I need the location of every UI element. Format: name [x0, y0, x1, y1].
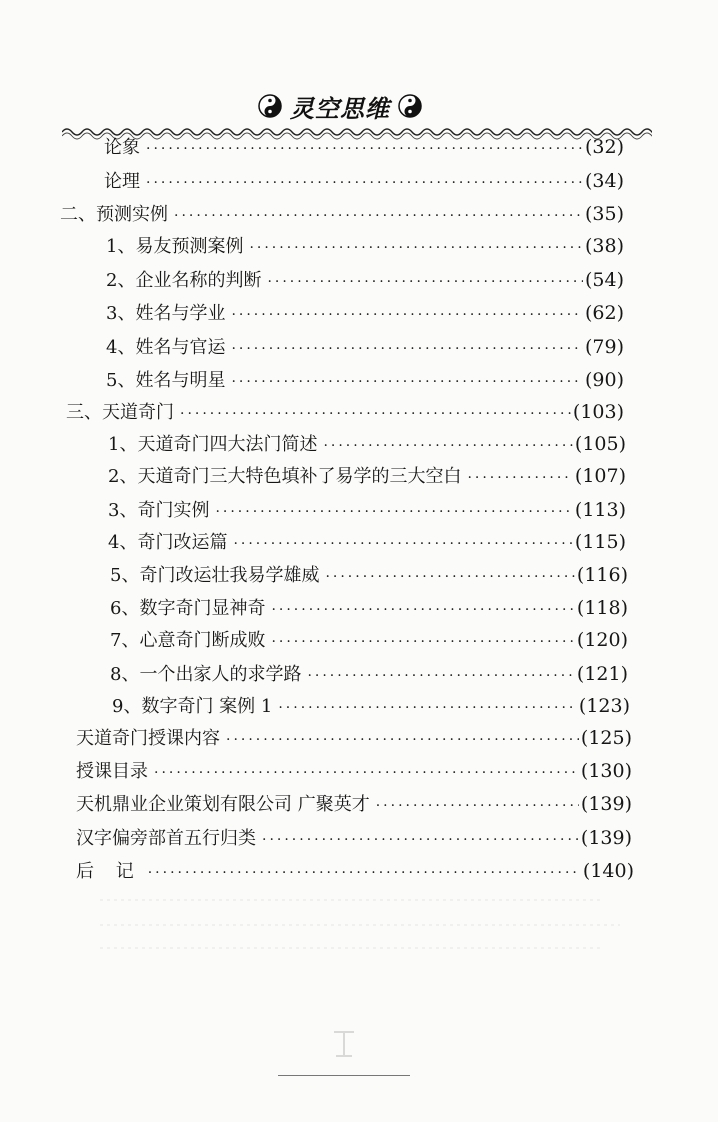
toc-entry-page: (32) [584, 136, 624, 158]
toc-entry [106, 366, 624, 392]
toc-section-heading [66, 398, 624, 424]
toc-entry [110, 626, 628, 652]
faint-page-mark [330, 1024, 358, 1064]
toc-entry-title: 汉字偏旁部首五行归类 [76, 828, 256, 849]
toc-leader-dots [325, 568, 574, 586]
toc-leader-dots [262, 831, 579, 849]
toc-leader-dots [467, 469, 572, 487]
toc-entry-title: 8、一个出家人的求学路 [110, 664, 302, 685]
toc-entry [108, 496, 626, 522]
toc-entry-page: (125) [580, 727, 632, 749]
toc-entry [106, 299, 624, 325]
toc-entry-page: (38) [584, 235, 624, 257]
yin-yang-icon [258, 94, 282, 118]
toc-entry-page: (35) [584, 203, 624, 225]
toc-entry-title: 6、数字奇门显神奇 [110, 598, 266, 619]
toc-entry-page: (34) [584, 170, 624, 192]
toc-leader-dots [267, 273, 583, 291]
toc-entry [104, 133, 624, 159]
toc-leader-dots [226, 731, 579, 749]
toc-leader-dots [376, 797, 579, 815]
toc-entry-page: (115) [574, 531, 626, 553]
toc-entry-page: (118) [576, 597, 628, 619]
toc-leader-dots [231, 306, 583, 324]
toc-leader-dots [146, 140, 583, 158]
toc-leader-dots [154, 764, 579, 782]
toc-section-heading [60, 200, 624, 226]
toc-entry-title: 1、易友预测案例 [106, 236, 244, 257]
toc-entry-page: (54) [584, 269, 624, 291]
toc-entry [108, 462, 626, 488]
toc-leader-dots [174, 207, 583, 225]
toc-entry-title: 天道奇门授课内容 [76, 728, 220, 749]
toc-entry-title: 4、姓名与官运 [106, 337, 226, 358]
toc-entry-title: 天机鼎业企业策划有限公司 广聚英才 [76, 794, 370, 815]
toc-entry-title: 论理 [104, 171, 140, 192]
toc-entry-title: 4、奇门改运篇 [108, 532, 228, 553]
toc-leader-dots [249, 239, 583, 257]
toc-entry-page: (79) [584, 336, 624, 358]
toc-entry [112, 692, 630, 718]
toc-leader-dots [215, 503, 572, 521]
toc-entry-title: 后 记 [76, 861, 142, 882]
toc-entry-page: (139) [580, 827, 632, 849]
toc-leader-dots [180, 405, 571, 423]
toc-leader-dots [278, 699, 577, 717]
toc-entry-title: 授课目录 [76, 761, 148, 782]
toc-entry-title: 2、企业名称的判断 [106, 270, 262, 291]
toc-entry-page: (130) [580, 760, 632, 782]
toc-entry [110, 594, 628, 620]
toc-leader-dots [271, 633, 574, 651]
toc-leader-dots [231, 373, 583, 391]
toc-entry [110, 660, 628, 686]
toc-entry-title: 二、预测实例 [60, 204, 168, 225]
toc-leader-dots [271, 601, 574, 619]
toc-entry [76, 757, 632, 783]
toc-entry-title: 3、奇门实例 [108, 500, 210, 521]
toc-entry-page: (107) [574, 465, 626, 487]
toc-entry-title: 3、姓名与学业 [106, 303, 226, 324]
toc-entry [108, 430, 626, 456]
toc-entry [110, 561, 628, 587]
toc-leader-dots [146, 174, 583, 192]
show-through-ghost-marks [80, 880, 640, 960]
toc-entry-title: 5、奇门改运壮我易学雄威 [110, 565, 320, 586]
toc-leader-dots [307, 667, 574, 685]
toc-entry-title: 1、天道奇门四大法门简述 [108, 434, 318, 455]
toc-entry-page: (140) [582, 860, 634, 882]
toc-entry-title: 7、心意奇门断成败 [110, 630, 266, 651]
toc-leader-dots [323, 437, 572, 455]
toc-entry-title: 2、天道奇门三大特色填补了易学的三大空白 [108, 466, 462, 487]
toc-leader-dots [233, 535, 572, 553]
toc-entry [106, 333, 624, 359]
toc-entry-title: 5、姓名与明星 [106, 370, 226, 391]
toc-entry [106, 266, 624, 292]
footer-rule [278, 1075, 410, 1076]
toc-leader-dots [231, 340, 583, 358]
toc-entry-page: (90) [584, 369, 624, 391]
toc-entry-page: (105) [574, 433, 626, 455]
toc-entry-page: (120) [576, 629, 628, 651]
yin-yang-icon [398, 94, 422, 118]
page-header-title: 灵空思维 [290, 93, 390, 123]
toc-entry-page: (139) [580, 793, 632, 815]
toc-entry [106, 232, 624, 258]
toc-entry-title: 9、数字奇门 案例 1 [112, 696, 273, 717]
toc-entry [104, 167, 624, 193]
toc-entry-page: (113) [574, 499, 626, 521]
toc-entry-title: 三、天道奇门 [66, 402, 174, 423]
toc-entry-page: (62) [584, 302, 624, 324]
toc-entry [108, 528, 626, 554]
toc-entry [76, 824, 632, 850]
toc-entry [76, 790, 632, 816]
toc-entry-page: (116) [576, 564, 628, 586]
toc-entry-page: (121) [576, 663, 628, 685]
toc-entry-page: (103) [572, 401, 624, 423]
toc-entry-title: 论象 [104, 137, 140, 158]
toc-entry-page: (123) [578, 695, 630, 717]
page-header [240, 88, 440, 124]
toc-entry [76, 724, 632, 750]
